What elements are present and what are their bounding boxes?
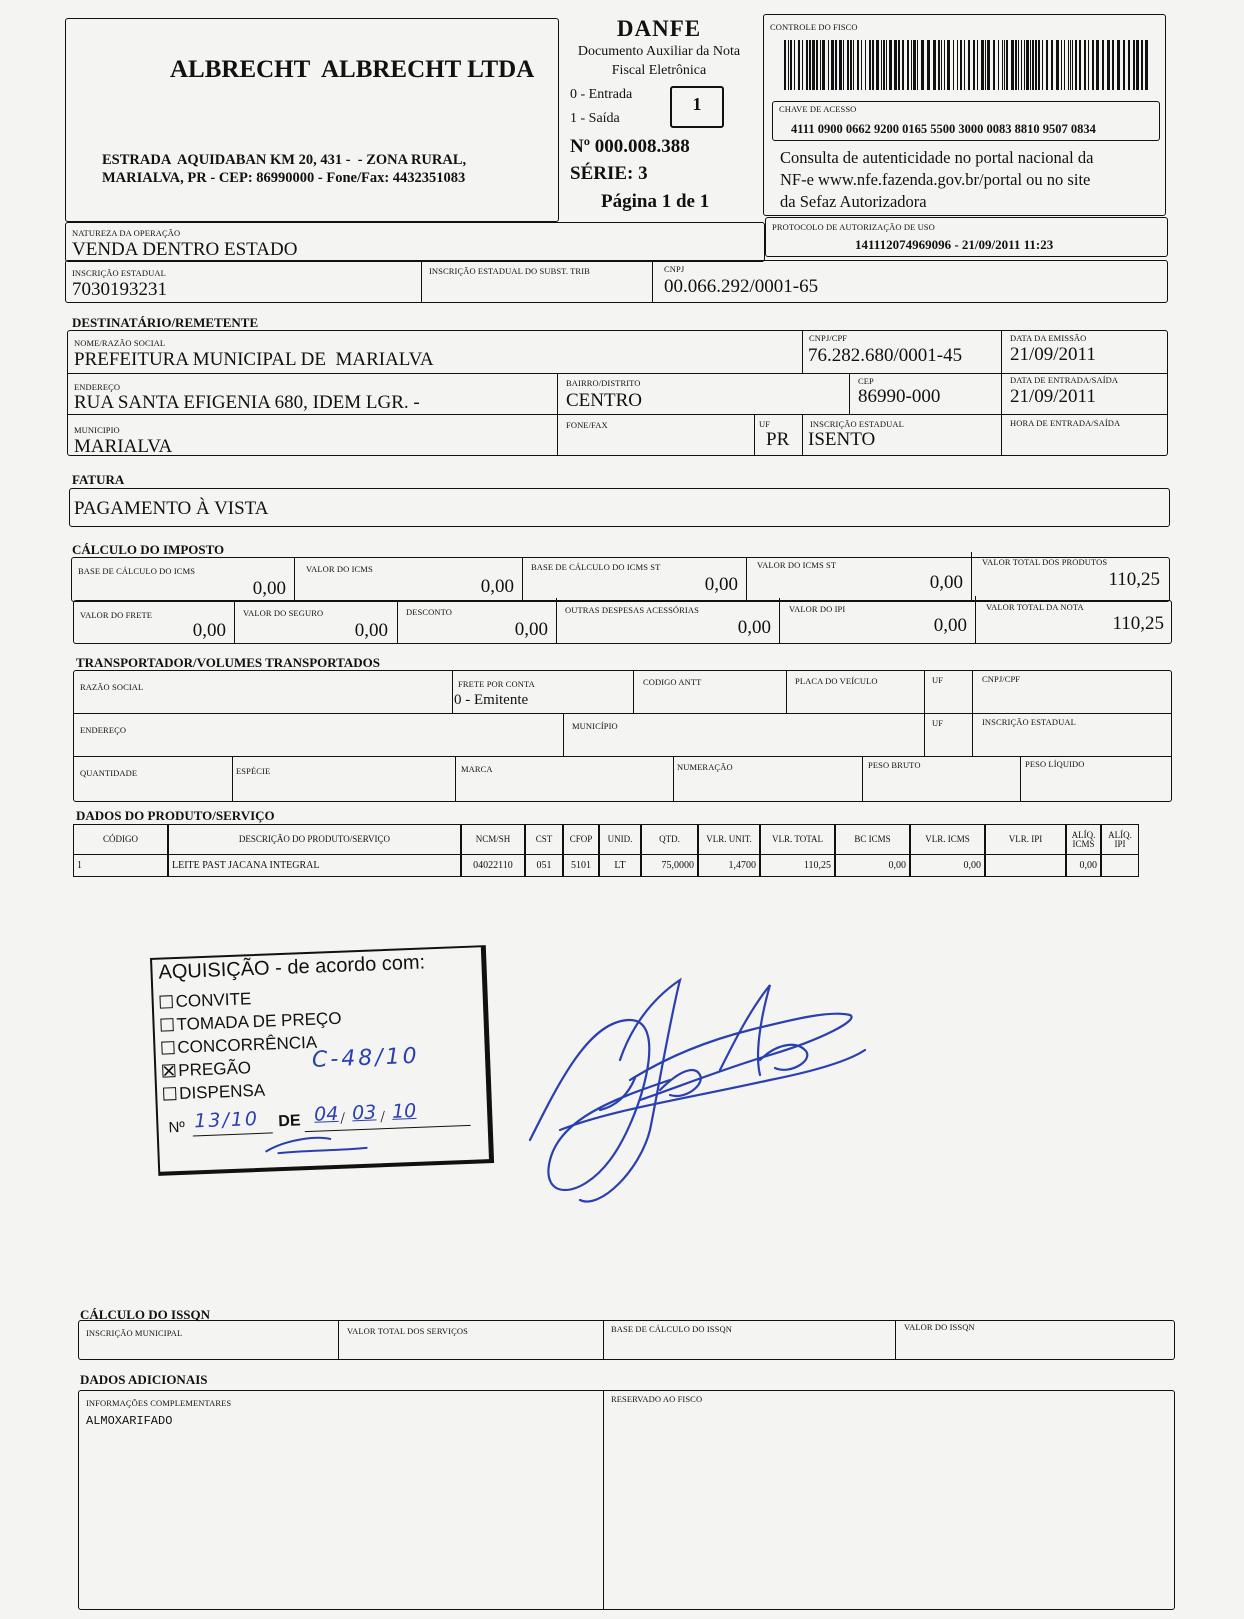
barcode-bar xyxy=(981,40,984,90)
imposto-section: CÁLCULO DO IMPOSTO xyxy=(72,542,225,557)
divider xyxy=(563,713,564,756)
column-header-cfop: CFOP xyxy=(563,824,599,855)
transp-peso-liquido-label: PESO LÍQUIDO xyxy=(1025,759,1085,769)
danfe-entrada: 0 - Entrada xyxy=(570,87,633,102)
barcode-bar xyxy=(944,40,945,90)
stamp-option-dispensa xyxy=(163,1081,266,1105)
checkbox-icon xyxy=(163,1087,176,1100)
stamp-slash: / xyxy=(379,1107,386,1127)
divider xyxy=(455,756,456,802)
table-cell-unid: LT xyxy=(599,855,641,877)
barcode-bar xyxy=(985,40,986,90)
barcode-bar xyxy=(1006,40,1008,90)
divider xyxy=(73,756,1172,757)
ie-value: 7030193231 xyxy=(72,279,167,300)
ie-row-box xyxy=(65,260,1168,303)
barcode-bar xyxy=(933,40,936,90)
checkbox-icon xyxy=(161,1041,174,1054)
barcode-bar xyxy=(1133,40,1135,90)
dest-entrada-saida-value: 21/09/2011 xyxy=(1010,386,1096,407)
barcode-bar xyxy=(977,40,978,90)
dest-ie-value: ISENTO xyxy=(808,429,876,450)
issqn-base-label: BASE DE CÁLCULO DO ISSQN xyxy=(611,1324,732,1334)
barcode-bar xyxy=(816,40,818,90)
divider xyxy=(603,1320,604,1360)
barcode-bar xyxy=(987,40,990,90)
divider xyxy=(556,598,557,644)
barcode-bar xyxy=(1004,40,1005,90)
barcode-bar xyxy=(1084,40,1086,90)
ie-st-label: INSCRIÇÃO ESTADUAL DO SUBST. TRIB xyxy=(429,266,590,276)
dest-cnpj-value: 76.282.680/0001-45 xyxy=(808,345,963,366)
barcode-bar xyxy=(1061,40,1062,90)
barcode-bar xyxy=(784,40,786,90)
barcode-bar xyxy=(806,40,808,90)
table-cell-bc-icms: 0,00 xyxy=(835,855,910,877)
barcode-bar xyxy=(1075,40,1077,90)
divider xyxy=(754,414,755,456)
dest-emissao-label: DATA DA EMISSÃO xyxy=(1010,333,1087,343)
divider xyxy=(972,670,973,756)
info-complementares-label: INFORMAÇÕES COMPLEMENTARES xyxy=(86,1398,232,1408)
dest-endereco-label: ENDEREÇO xyxy=(74,382,121,392)
barcode-bar xyxy=(902,40,904,90)
chave-label: CHAVE DE ACESSO xyxy=(779,104,857,114)
column-header-vlr-icms: VLR. ICMS xyxy=(910,824,985,855)
dest-entrada-saida-label: DATA DE ENTRADA/SAÍDA xyxy=(1010,375,1119,385)
divider xyxy=(786,670,787,713)
barcode-bar xyxy=(1011,40,1014,90)
stamp-option-label: CONVITE xyxy=(175,989,252,1012)
barcode-bar xyxy=(898,40,900,90)
dest-bairro-label: BAIRRO/DISTRITO xyxy=(566,378,641,388)
dest-uf-label: UF xyxy=(759,419,771,429)
transp-especie-label: ESPÉCIE xyxy=(236,766,271,776)
barcode-bar xyxy=(835,40,837,90)
dest-emissao-value: 21/09/2011 xyxy=(1010,344,1096,365)
barcode-bar xyxy=(1051,40,1053,90)
valor-icms-st-label: VALOR DO ICMS ST xyxy=(757,560,837,570)
dest-municipio-label: MUNICIPIO xyxy=(74,425,120,435)
consulta-line1: Consulta de autenticidade no portal nacional da xyxy=(780,148,1094,167)
barcode-bar xyxy=(1068,40,1069,90)
ie-label: INSCRIÇÃO ESTADUAL xyxy=(72,268,166,278)
barcode-bar xyxy=(1136,40,1139,90)
divider xyxy=(452,670,453,713)
barcode-bar xyxy=(941,40,942,90)
column-header-qtd: QTD. xyxy=(641,824,698,855)
barcode-bar xyxy=(964,40,965,90)
column-header-bc-icms: BC ICMS xyxy=(835,824,910,855)
transp-endereco-label: ENDEREÇO xyxy=(80,725,127,735)
table-cell-vlr-unit: 1,4700 xyxy=(698,855,760,877)
column-header-ncm: NCM/SH xyxy=(461,824,525,855)
barcode-bar xyxy=(1117,40,1120,90)
column-header-vlr-ipi: VLR. IPI xyxy=(985,824,1066,855)
divider xyxy=(862,756,863,802)
ipi-value: 0,00 xyxy=(933,615,967,636)
transp-antt-label: CODIGO ANTT xyxy=(643,677,702,687)
divider xyxy=(397,600,398,644)
danfe-series: SÉRIE: 3 xyxy=(570,163,648,184)
produtos-section: DADOS DO PRODUTO/SERVIÇO xyxy=(76,808,275,823)
stamp-option-label: CONCORRÊNCIA xyxy=(177,1032,318,1058)
column-header-cst: CST xyxy=(525,824,563,855)
barcode-bar xyxy=(876,40,879,90)
stamp-option-convite xyxy=(159,989,251,1013)
issqn-total-servicos-label: VALOR TOTAL DOS SERVIÇOS xyxy=(347,1326,468,1336)
table-cell-qtd: 75,0000 xyxy=(641,855,698,877)
protocolo-value: 141112074969096 - 21/09/2011 11:23 xyxy=(855,237,1054,252)
table-cell-vlr-ipi xyxy=(985,855,1066,877)
dest-nome-value: PREFEITURA MUNICIPAL DE MARIALVA xyxy=(74,349,434,370)
frete-label: VALOR DO FRETE xyxy=(80,610,153,620)
transp-ie-label: INSCRIÇÃO ESTADUAL xyxy=(982,717,1076,727)
danfe-type-value: 1 xyxy=(692,94,702,114)
barcode-bar xyxy=(820,40,821,90)
barcode-bar xyxy=(993,40,995,90)
barcode-bar xyxy=(1002,40,1003,90)
barcode-bar xyxy=(1123,40,1125,90)
barcode-bar xyxy=(913,40,916,90)
barcode-bar xyxy=(1079,40,1081,90)
barcode-bar xyxy=(1128,40,1130,90)
barcode-bar xyxy=(1026,40,1029,90)
issqn-section: CÁLCULO DO ISSQN xyxy=(80,1307,211,1322)
barcode-bar xyxy=(857,40,859,90)
barcode-bar xyxy=(1107,40,1110,90)
barcode-bar xyxy=(812,40,815,90)
barcode-bar xyxy=(861,40,862,90)
table-cell-vlr-total: 110,25 xyxy=(760,855,835,877)
barcode-bar xyxy=(1141,40,1143,90)
table-cell-cst: 051 xyxy=(525,855,563,877)
divider xyxy=(779,598,780,644)
barcode-bar xyxy=(802,40,803,90)
consulta-line3: da Sefaz Autorizadora xyxy=(780,192,927,211)
cnpj-value: 00.066.292/0001-65 xyxy=(664,276,819,297)
barcode-bar xyxy=(1088,40,1089,90)
barcode-bar xyxy=(790,40,792,90)
barcode-bar xyxy=(1102,40,1104,90)
barcode-bar xyxy=(843,40,844,90)
natureza-label: NATUREZA DA OPERAÇÃO xyxy=(72,228,181,238)
fisco-control-label: CONTROLE DO FISCO xyxy=(770,22,858,32)
table-cell-aliq-icms: 0,00 xyxy=(1066,855,1101,877)
transp-frete-value: 0 - Emitente xyxy=(454,692,529,708)
dest-cep-label: CEP xyxy=(858,376,874,386)
barcode-bar xyxy=(1030,40,1031,90)
divider xyxy=(73,713,1172,714)
valor-icms-label: VALOR DO ICMS xyxy=(306,564,373,574)
total-produtos-label: VALOR TOTAL DOS PRODUTOS xyxy=(982,557,1108,567)
barcode-bar xyxy=(953,40,954,90)
barcode-bar xyxy=(847,40,849,90)
table-cell-ncm: 04022110 xyxy=(461,855,525,877)
barcode-bar xyxy=(917,40,918,90)
transporte-section: TRANSPORTADOR/VOLUMES TRANSPORTADOS xyxy=(76,655,381,670)
barcode-bar xyxy=(921,40,924,90)
dest-bairro-value: CENTRO xyxy=(566,390,642,411)
desconto-value: 0,00 xyxy=(514,619,548,640)
adicionais-section: DADOS ADICIONAIS xyxy=(80,1372,208,1387)
dest-ie-label: INSCRIÇÃO ESTADUAL xyxy=(810,419,904,429)
divider xyxy=(421,260,422,303)
transp-peso-bruto-label: PESO BRUTO xyxy=(868,760,921,770)
dest-nome-label: NOME/RAZÃO SOCIAL xyxy=(74,338,166,348)
stamp-slash: / xyxy=(339,1108,346,1128)
valor-icms-value: 0,00 xyxy=(480,576,514,597)
divider xyxy=(652,260,653,303)
destinatario-section: DESTINATÁRIO/REMETENTE xyxy=(72,315,259,330)
barcode-bar xyxy=(1145,40,1148,90)
divider xyxy=(971,552,972,602)
consulta-line2: NF-e www.nfe.fazenda.gov.br/portal ou no site xyxy=(780,170,1091,189)
dest-cep-value: 86990-000 xyxy=(858,386,941,407)
barcode-bar xyxy=(1038,40,1040,90)
transp-quantidade-label: QUANTIDADE xyxy=(80,768,138,778)
barcode-bar xyxy=(822,40,825,90)
barcode-bar xyxy=(1092,40,1094,90)
dest-fone-label: FONE/FAX xyxy=(566,420,608,430)
divider xyxy=(338,1320,339,1360)
column-header-codigo: CÓDIGO xyxy=(73,824,168,855)
transp-numeracao-label: NUMERAÇÃO xyxy=(677,762,733,772)
dest-cnpj-label: CNPJ/CPF xyxy=(809,333,848,343)
total-nota-value: 110,25 xyxy=(1112,613,1164,634)
barcode-bar xyxy=(869,40,871,90)
barcode-bar xyxy=(865,40,866,90)
stamp-data-ano: 10 xyxy=(391,1099,417,1123)
table-cell-aliq-ipi xyxy=(1101,855,1139,877)
barcode-bar xyxy=(828,40,829,90)
divider xyxy=(1001,330,1002,456)
barcode-bar xyxy=(968,40,970,90)
barcode-bar xyxy=(927,40,930,90)
transporte-box xyxy=(73,670,1172,802)
dest-municipio-value: MARIALVA xyxy=(74,436,173,457)
valor-icms-st-value: 0,00 xyxy=(929,572,963,593)
barcode-bar xyxy=(1056,40,1059,90)
divider xyxy=(633,670,634,713)
checked-checkbox-icon xyxy=(162,1064,175,1077)
fatura-value: PAGAMENTO À VISTA xyxy=(74,498,269,519)
barcode-bar xyxy=(1112,40,1114,90)
base-icms-value: 0,00 xyxy=(252,578,286,599)
divider xyxy=(67,414,1168,415)
barcode-bar xyxy=(1046,40,1048,90)
divider xyxy=(802,330,803,373)
barcode-bar xyxy=(998,40,999,90)
total-produtos-value: 110,25 xyxy=(1108,569,1160,590)
divider xyxy=(1020,756,1021,802)
transp-uf2-label: UF xyxy=(932,718,944,728)
barcode-bar xyxy=(1064,40,1065,90)
emitter-address-line2: MARIALVA, PR - CEP: 86990000 - Fone/Fax: 4432351083 xyxy=(102,170,466,186)
adicionais-box xyxy=(78,1390,1175,1610)
transp-razao-label: RAZÃO SOCIAL xyxy=(80,682,144,692)
stamp-title: AQUISIÇÃO - de acordo com: xyxy=(158,951,426,984)
natureza-value: VENDA DENTRO ESTADO xyxy=(72,239,298,260)
barcode-bar xyxy=(809,40,811,90)
danfe-saida: 1 - Saída xyxy=(570,111,620,126)
barcode-bar xyxy=(850,40,852,90)
barcode-bar xyxy=(881,40,882,90)
transp-municipio-label: MUNICÍPIO xyxy=(572,721,618,731)
divider xyxy=(849,373,850,414)
transp-uf-label: UF xyxy=(932,675,944,685)
barcode-bar xyxy=(889,40,892,90)
column-header-aliq-icms: ALÍQ. ICMS xyxy=(1066,824,1101,855)
table-cell-cfop: 5101 xyxy=(563,855,599,877)
column-header-vlr-total: VLR. TOTAL xyxy=(760,824,835,855)
issqn-valor-label: VALOR DO ISSQN xyxy=(904,1322,975,1332)
barcode-bar xyxy=(1024,40,1025,90)
reservado-fisco-label: RESERVADO AO FISCO xyxy=(611,1394,703,1404)
stamp-numero-prefix: Nº xyxy=(168,1118,186,1137)
divider xyxy=(673,756,674,802)
barcode-bar xyxy=(911,40,912,90)
dest-endereco-value: RUA SANTA EFIGENIA 680, IDEM LGR. - xyxy=(74,392,420,413)
divider xyxy=(294,557,295,602)
info-complementares-value: ALMOXARIFADO xyxy=(86,1414,173,1428)
transp-marca-label: MARCA xyxy=(461,764,493,774)
barcode-bar xyxy=(886,40,887,90)
outras-label: OUTRAS DESPESAS ACESSÓRIAS xyxy=(565,605,699,615)
stamp-data-mes: 03 xyxy=(351,1101,377,1125)
barcode-bar xyxy=(872,40,874,90)
table-cell-vlr-icms: 0,00 xyxy=(910,855,985,877)
barcode-bar xyxy=(894,40,897,90)
divider xyxy=(232,756,233,802)
total-nota-label: VALOR TOTAL DA NOTA xyxy=(986,602,1084,612)
divider xyxy=(975,596,976,644)
barcode-bar xyxy=(907,40,909,90)
barcode-bar xyxy=(1070,40,1071,90)
seguro-value: 0,00 xyxy=(354,620,388,641)
transp-placa-label: PLACA DO VEÍCULO xyxy=(795,676,878,686)
dest-hora-label: HORA DE ENTRADA/SAÍDA xyxy=(1010,418,1121,428)
chave-value: 4111 0900 0662 9200 0165 5500 3000 0083 8810 9507 0834 xyxy=(791,122,1096,136)
barcode-bar xyxy=(1015,40,1017,90)
table-cell-codigo: 1 xyxy=(73,855,168,877)
divider xyxy=(522,557,523,602)
column-header-vlr-unit: VLR. UNIT. xyxy=(698,824,760,855)
barcode-bar xyxy=(788,40,789,90)
checkbox-icon xyxy=(159,995,172,1008)
barcode xyxy=(784,40,1149,90)
stamp-option-pregao xyxy=(162,1058,251,1081)
stamp-option-label: TOMADA DE PREÇO xyxy=(176,1008,342,1035)
stamp-data-dia: 04 xyxy=(313,1102,339,1126)
divider xyxy=(802,414,803,456)
barcode-bar xyxy=(853,40,854,90)
danfe-subtitle2: Fiscal Eletrônica xyxy=(611,63,707,78)
danfe-title: DANFE xyxy=(616,16,702,41)
transp-frete-label: FRETE POR CONTA xyxy=(458,679,535,689)
barcode-bar xyxy=(1018,40,1019,90)
divider xyxy=(67,373,1168,374)
base-icms-st-value: 0,00 xyxy=(704,574,738,595)
stamp-numero: 13/10 xyxy=(193,1107,260,1133)
danfe-subtitle1: Documento Auxiliar da Nota xyxy=(577,44,741,59)
barcode-bar xyxy=(1021,40,1022,90)
danfe-number: Nº 000.008.388 xyxy=(570,136,690,157)
handwritten-signature xyxy=(520,960,880,1220)
barcode-bar xyxy=(938,40,940,90)
barcode-bar xyxy=(1032,40,1034,90)
barcode-bar xyxy=(1096,40,1099,90)
acquisition-stamp xyxy=(150,945,498,1180)
divider xyxy=(557,373,558,456)
barcode-bar xyxy=(794,40,795,90)
protocolo-label: PROTOCOLO DE AUTORIZAÇÃO DE USO xyxy=(772,222,935,232)
divider xyxy=(603,1390,604,1610)
emitter-address-line1: ESTRADA AQUIDABAN KM 20, 431 - - ZONA RURAL, xyxy=(102,152,467,168)
column-header-descricao: DESCRIÇÃO DO PRODUTO/SERVIÇO xyxy=(168,824,461,855)
barcode-bar xyxy=(1042,40,1043,90)
barcode-bar xyxy=(883,40,885,90)
stamp-option-label: DISPENSA xyxy=(178,1080,266,1103)
seguro-label: VALOR DO SEGURO xyxy=(243,608,324,618)
stamp-option-label: PREGÃO xyxy=(177,1058,252,1080)
stamp-de: DE xyxy=(278,1112,301,1131)
checkbox-icon xyxy=(160,1018,173,1031)
stamp-initial-stroke xyxy=(257,1127,378,1162)
issqn-inscricao-label: INSCRIÇÃO MUNICIPAL xyxy=(86,1328,183,1338)
barcode-bar xyxy=(831,40,834,90)
divider xyxy=(924,670,925,756)
cnpj-label: CNPJ xyxy=(664,264,685,274)
barcode-bar xyxy=(1035,40,1037,90)
base-icms-st-label: BASE DE CÁLCULO DO ICMS ST xyxy=(531,562,661,572)
ipi-label: VALOR DO IPI xyxy=(789,604,846,614)
danfe-page: Página 1 de 1 xyxy=(601,191,710,212)
desconto-label: DESCONTO xyxy=(406,607,452,617)
barcode-bar xyxy=(947,40,950,90)
emitter-box xyxy=(65,18,559,222)
stamp-handwritten-note: C-48/10 xyxy=(311,1043,421,1073)
emitter-name: ALBRECHT ALBRECHT LTDA xyxy=(170,56,535,83)
divider xyxy=(895,1320,896,1360)
column-header-aliq-ipi: ALÍQ. IPI xyxy=(1101,824,1139,855)
barcode-bar xyxy=(839,40,842,90)
barcode-bar xyxy=(960,40,962,90)
fatura-section: FATURA xyxy=(72,472,125,487)
base-icms-label: BASE DE CÁLCULO DO ICMS xyxy=(78,566,196,576)
transp-cnpj-label: CNPJ/CPF xyxy=(982,674,1021,684)
divider xyxy=(234,600,235,644)
barcode-bar xyxy=(973,40,975,90)
frete-value: 0,00 xyxy=(192,620,226,641)
outras-value: 0,00 xyxy=(737,617,771,638)
divider xyxy=(746,557,747,602)
dest-uf-value: PR xyxy=(766,429,790,450)
barcode-bar xyxy=(1072,40,1073,90)
table-cell-descricao: LEITE PAST JACANA INTEGRAL xyxy=(168,855,461,877)
column-header-unid: UNID. xyxy=(599,824,641,855)
barcode-bar xyxy=(957,40,958,90)
barcode-bar xyxy=(798,40,800,90)
